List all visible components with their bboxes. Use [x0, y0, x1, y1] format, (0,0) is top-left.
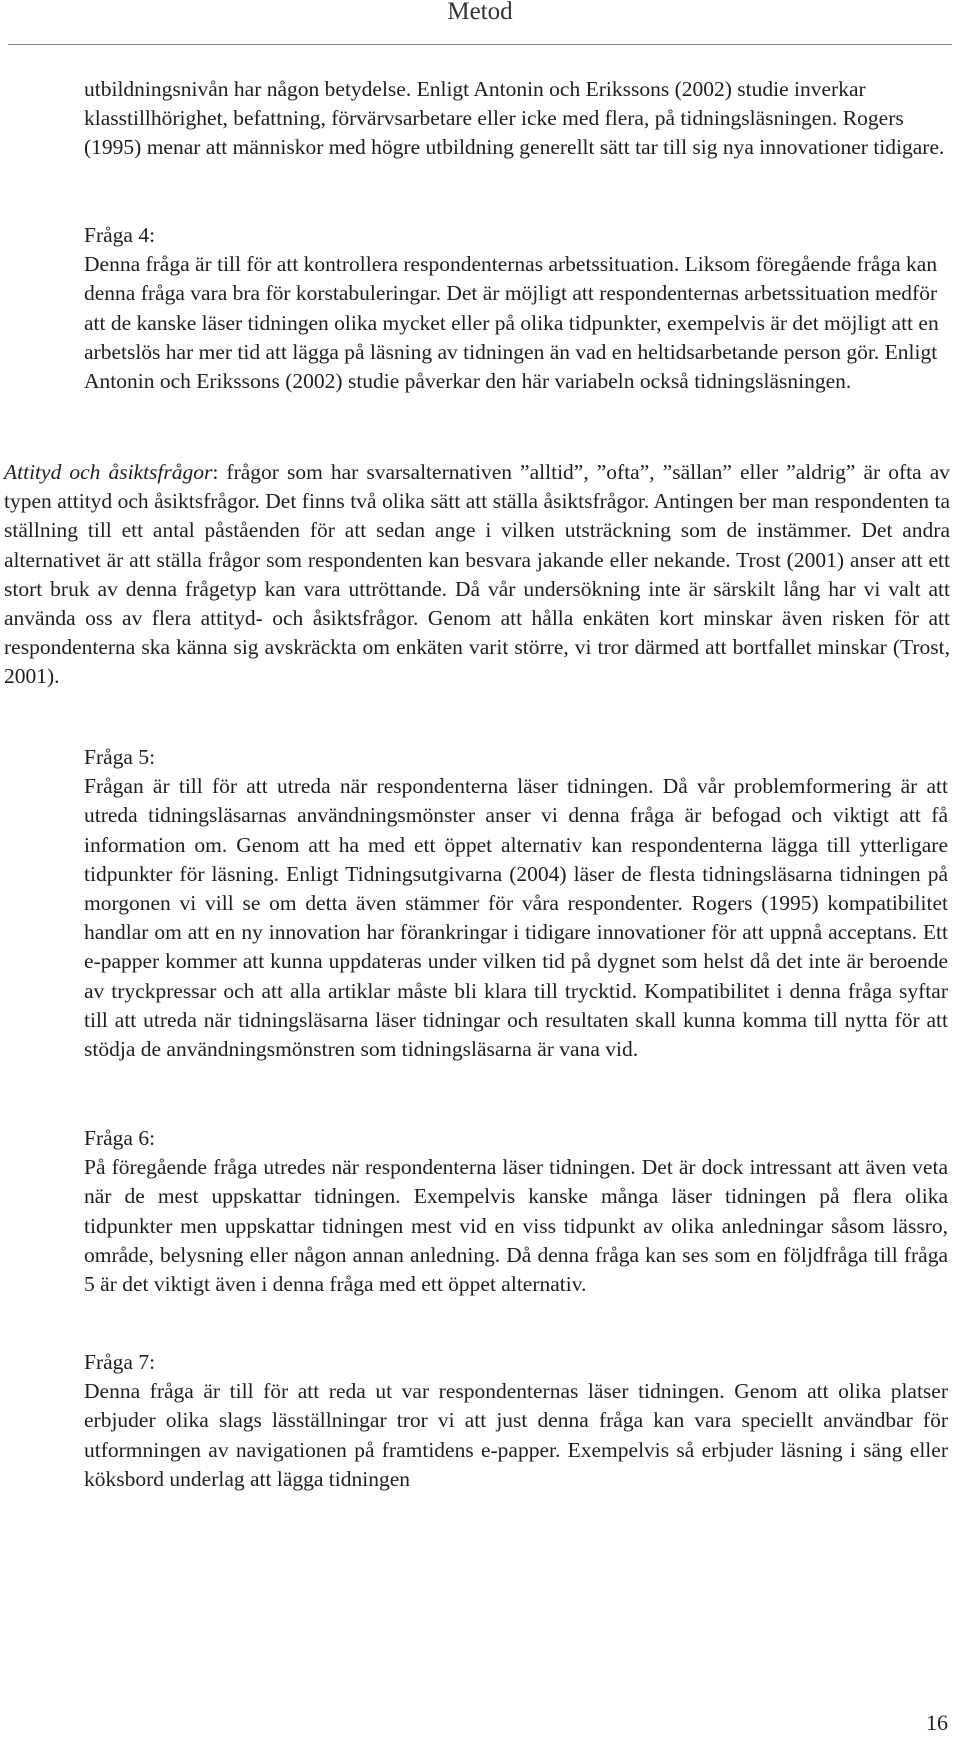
question-7-heading: Fråga 7:	[84, 1350, 156, 1374]
attitude-questions-text: : frågor som har svarsalternativen ”alltid”, ”ofta”, ”sällan” eller ”aldrig” är ofta av typen attityd och åsiktsfrågor. Det finns två olika sätt att ställa åsiktsfrågor. Antingen ber man respondenten ta ställning till ett antal påståenden för att sedan ange i vilken utsträckning som de instämmer. Det andra alternativet är att ställa frågor som respondenten kan besvara jakande eller nekande. Trost (2001) anser att ett stort bruk av denna frågetyp kan vara uttröttande. Då vår undersökning inte är särskilt lång har vi valt att använda oss av flera attityd- och åsiktsfrågor. Genom att hålla enkäten kort minskar även risken för att respondenterna ska känna sig avskräckta om enkäten varit större, vi tror därmed att bortfallet minskar (Trost, 2001).	[4, 460, 950, 689]
question-7-text: Denna fråga är till för att reda ut var respondenternas läser tidningen. Genom att olika platser erbjuder olika slags läsställningar tror vi att just denna fråga kan vara speciellt användbar för utformningen av navigationen på framtidens e-papper. Exempelvis så erbjuder läsning i säng eller köksbord underlag att lägga tidningen	[84, 1379, 948, 1491]
question-7-block	[84, 1348, 948, 1494]
question-4-heading: Fråga 4:	[84, 223, 156, 247]
intro-paragraph: utbildningsnivån har någon betydelse. Enligt Antonin och Erikssons (2002) studie inverkar klasstillhörighet, befattning, förvärvsarbetare eller icke med flera, på tidningsläsningen. Rogers (1995) menar att människor med högre utbildning generellt sätt tar till sig nya innovationer tidigare.	[84, 77, 945, 160]
question-4-block	[84, 221, 948, 396]
question-5-text: Frågan är till för att utreda när respondenterna läser tidningen. Då vår problemformering är att utreda tidningsläsarnas användningsmönster anser vi denna fråga är befogad och viktigt att få information om. Genom att ha med ett öppet alternativ kan respondenterna lägga till ytterligare tidpunkter för läsning. Enligt Tidningsutgivarna (2004) läser de flesta tidningsläsarna tidningen på morgonen vi vill se om detta även stämmer för våra respondenter. Rogers (1995) kompatibilitet handlar om att en ny innovation har förankringar i tidigare innovationer för att uppnå acceptans. Ett e-papper kommer att kunna uppdateras under vilken tid på dygnet som helst då det inte är beroende av tryckpressar och att alla artiklar måste bli klara till trycktid. Kompatibilitet i denna fråga syftar till att utreda när tidningsläsarna läser tidningar och resultaten skall kunna komma till nytta för att stödja de användningsmönstren som tidningsläsarna är vana vid.	[84, 774, 948, 1062]
attitude-questions-term: Attityd och åsiktsfrågor	[4, 460, 213, 484]
question-5-heading: Fråga 5:	[84, 745, 156, 769]
attitude-questions-paragraph	[4, 458, 950, 692]
question-6-text: På föregående fråga utredes när respondenterna läser tidningen. Det är dock intressant att även veta när de mest uppskattar tidningen. Exempelvis kanske många läser tidningen på flera olika tidpunkter men uppskattar tidningen mest vid en viss tidpunkt av olika anledningar såsom lässro, område, belysning eller någon annan anledning. Då denna fråga kan ses som en följdfråga till fråga 5 är det viktigt även i denna fråga med ett öppet alternativ.	[84, 1155, 948, 1297]
question-6-block	[84, 1124, 948, 1299]
running-header-title: Metod	[447, 0, 513, 25]
page-number: 16	[926, 1710, 948, 1735]
question-4-text: Denna fråga är till för att kontrollera respondenternas arbetssituation. Liksom föregående fråga kan denna fråga vara bra för korstabuleringar. Det är möjligt att respondenternas arbetssituation medför att de kanske läser tidningen olika mycket eller på olika tidpunkter, exempelvis är det möjligt att en arbetslös har mer tid att lägga på läsning av tidningen än vad en heltidsarbetande person gör. Enligt Antonin och Erikssons (2002) studie påverkar den här variabeln också tidningsläsningen.	[84, 252, 939, 394]
question-6-heading: Fråga 6:	[84, 1126, 156, 1150]
question-5-block	[84, 743, 948, 1064]
header-divider	[8, 44, 952, 45]
